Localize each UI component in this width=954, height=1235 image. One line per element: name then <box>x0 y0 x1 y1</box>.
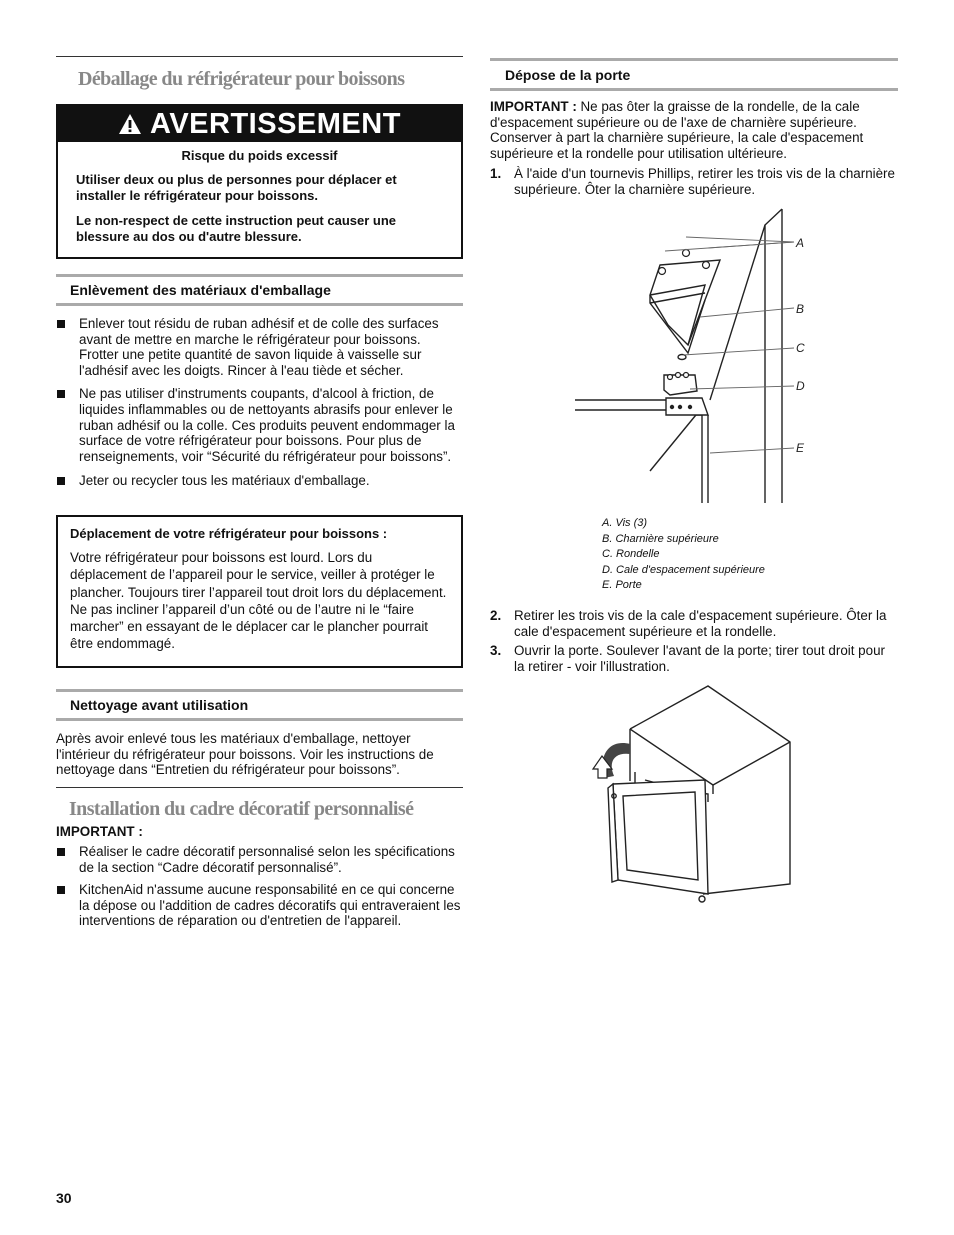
figure-label-b: B <box>796 302 805 316</box>
section-heading-door-removal <box>490 58 898 91</box>
section-title-trim: Installation du cadre décoratif personnalisé <box>69 798 414 820</box>
warning-instruction: Utiliser deux ou plus de personnes pour déplacer et installer le réfrigérateur pour boissons. <box>76 172 397 203</box>
warning-risk: Risque du poids excessif <box>181 148 338 163</box>
figure-captions <box>602 516 765 594</box>
caption-a: A. Vis (3) <box>602 517 648 529</box>
warning-heading: AVERTISSEMENT <box>150 107 401 140</box>
door-removal-illustration <box>590 684 830 909</box>
important-label: IMPORTANT : <box>56 824 143 839</box>
step-item <box>490 608 898 639</box>
step-number: 3. <box>490 643 502 659</box>
caption-d: D. Cale d'espacement supérieure <box>602 563 765 576</box>
step-number: 1. <box>490 166 502 181</box>
hinge-diagram <box>570 205 890 510</box>
steps-2-3 <box>490 608 898 674</box>
section-heading-cleaning-label: Nettoyage avant utilisation <box>70 697 249 713</box>
step-1 <box>490 166 898 197</box>
list-item: Jeter ou recycler tous les matériaux d'emballage. <box>56 473 463 489</box>
figure-label-e: E <box>796 441 805 455</box>
top-rule <box>56 56 463 57</box>
packaging-bullet-list <box>56 316 463 498</box>
important-label: IMPORTANT : <box>490 99 577 114</box>
section-title-unpacking: Déballage du réfrigérateur pour boissons <box>78 68 405 90</box>
list-item: Ne pas utiliser d'instruments coupants, d'alcool à friction, de liquides inflammables ou de nettoyants abrasifs pour enlever le ruban adhésif ou la colle. Ces produits peuvent endommager la surface de votre réfrigérateur pour boissons. Pour plus de renseignements, voir “Sécurité du réfrigérateur pour boissons”. <box>56 386 463 464</box>
caption-c: C. Rondelle <box>602 548 660 561</box>
moving-heading: Déplacement de votre réfrigérateur pour boissons : <box>70 526 388 541</box>
cleaning-text: Après avoir enlevé tous les matériaux d'emballage, nettoyer l'intérieur du réfrigérateur pour boissons. Voir les instructions de nettoyage dans “Entretien du réfrigérateur pour boissons”. <box>56 731 434 778</box>
figure-label-c: C <box>796 341 805 355</box>
warning-body <box>58 142 461 245</box>
step-item <box>490 166 898 197</box>
figure-label-d: D <box>796 379 805 393</box>
caption-b: B. Charnière supérieure <box>602 532 719 545</box>
list-item: KitchenAid n'assume aucune responsabilité en ce qui concerne la dépose ou l'addition de cadres décoratifs qui entraveraient les interventions de réparation ou d'entretien de l'appareil. <box>56 882 463 929</box>
page-number: 30 <box>56 1190 72 1206</box>
section-heading-door-removal-label: Dépose de la porte <box>505 66 631 83</box>
warning-box <box>56 104 463 259</box>
step-text: Retirer les trois vis de la cale d'espacement supérieure. Ôter la cale d'espacement supérieure et la rondelle. <box>514 608 887 639</box>
trim-bullet-list <box>56 844 463 938</box>
section-heading-cleaning <box>56 689 463 721</box>
moving-info-box <box>56 515 463 668</box>
divider <box>56 787 463 788</box>
caption-e: E. Porte <box>602 579 642 592</box>
list-item: Réaliser le cadre décoratif personnalisé selon les spécifications de la section “Cadre décoratif personnalisé”. <box>56 844 463 875</box>
warning-header <box>58 106 461 142</box>
list-item: Enlever tout résidu de ruban adhésif et de colle des surfaces avant de mettre en marche le réfrigérateur pour boissons. Frotter une petite quantité de savon liquide à vaisselle sur l'adhésif avec les doigts. Rincer à l'eau tiède et sécher. <box>56 316 463 378</box>
warning-triangle-icon <box>118 113 142 135</box>
door-important-paragraph <box>490 99 898 161</box>
step-text: Ouvrir la porte. Soulever l'avant de la porte; tirer tout droit pour la retirer - voir l'illustration. <box>514 643 885 674</box>
moving-body: Votre réfrigérateur pour boissons est lourd. Lors du déplacement de l’appareil pour le service, veiller à protéger le plancher. Toujours tirer l’appareil tout droit lors du déplacement. Ne pas incliner l’appareil d’un côté ou de l’autre ni le “faire marcher” en essayant de le déplacer car le plancher pourrait être endommagé. <box>70 550 447 652</box>
important-text: Ne pas ôter la graisse de la rondelle, de la cale d'espacement supérieure ou de l'axe de charnière supérieure. Conserver à part la charnière supérieure, la cale d'espacement supérieure et la rondelle pour utilisation ultérieure. <box>490 99 864 161</box>
section-heading-packaging <box>56 274 463 306</box>
warning-consequence: Le non-respect de cette instruction peut causer une blessure au dos ou d'autre blessure. <box>76 213 397 244</box>
step-text: À l'aide d'un tournevis Phillips, retirer les trois vis de la charnière supérieure. Ôter la charnière supérieure. <box>514 166 895 197</box>
figure-label-a: A <box>796 236 805 250</box>
step-item <box>490 643 898 674</box>
section-heading-packaging-label: Enlèvement des matériaux d'emballage <box>70 282 331 298</box>
step-number: 2. <box>490 608 502 623</box>
